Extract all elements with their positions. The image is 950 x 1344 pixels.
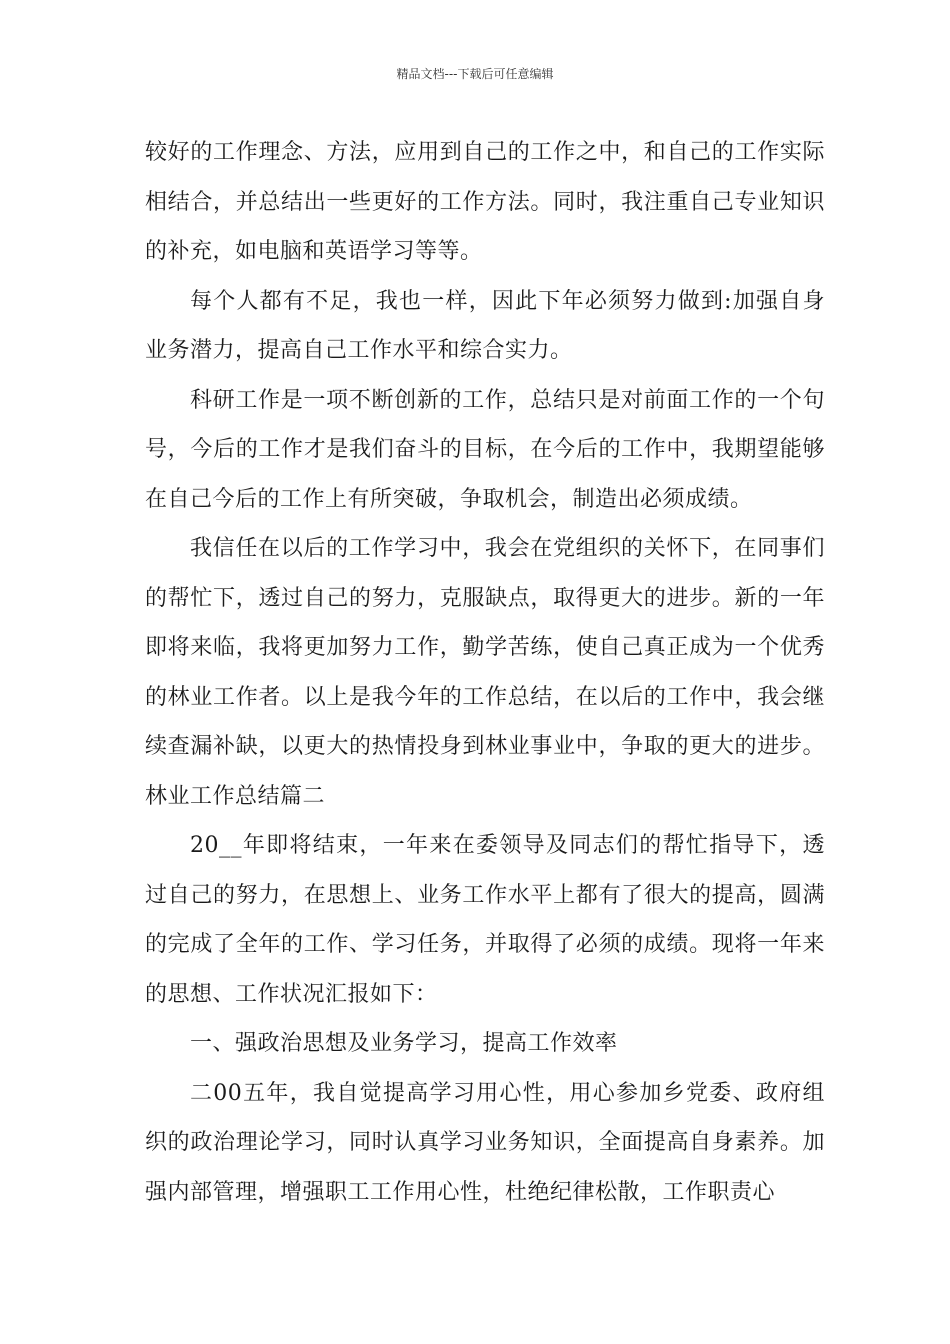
- paragraph-6: 二00五年，我自觉提高学习用心性，用心参加乡党委、政府组织的政治理论学习，同时认真学习业务知识，全面提高自身素养。加强内部管理，增强职工工作用心性，杜绝纪律松散，工作职责心: [145, 1080, 825, 1205]
- document-body: [145, 128, 825, 1217]
- paragraph-1: 较好的工作理念、方法，应用到自己的工作之中，和自己的工作实际相结合，并总结出一些更好的工作方法。同时，我注重自己专业知识的补充，如电脑和英语学习等等。: [145, 140, 825, 264]
- page-header: 精品文档---下载后可任意编辑: [396, 67, 554, 81]
- paragraph-3: 科研工作是一项不断创新的工作，总结只是对前面工作的一个句号，今后的工作才是我们奋斗的目标，在今后的工作中，我期望能够在自己今后的工作上有所突破，争取机会，制造出必须成绩。: [145, 387, 825, 512]
- section-heading: 一、强政治思想及业务学习，提高工作效率: [190, 1031, 618, 1056]
- paragraph-5: 20__年即将结束，一年来在委领导及同志们的帮忙指导下，透过自己的努力，在思想上、业务工作水平上都有了很大的提高，圆满的完成了全年的工作、学习任务，并取得了必须的成绩。现将一年来的思想、工作状况汇报如下：: [145, 833, 825, 1007]
- paragraph-2: 每个人都有不足，我也一样，因此下年必须努力做到:加强自身业务潜力，提高自己工作水平和综合实力。: [145, 288, 825, 363]
- paragraph-4: 我信任在以后的工作学习中，我会在党组织的关怀下，在同事们的帮忙下，透过自己的努力，克服缺点，取得更大的进步。新的一年即将来临，我将更加努力工作，勤学苦练，使自己真正成为一个优秀的林业工作者。以上是我今年的工作总结，在以后的工作中，我会继续查漏补缺，以更大的热情投身到林业事业中，争取的更大的进步。林业工作总结篇二: [145, 536, 825, 809]
